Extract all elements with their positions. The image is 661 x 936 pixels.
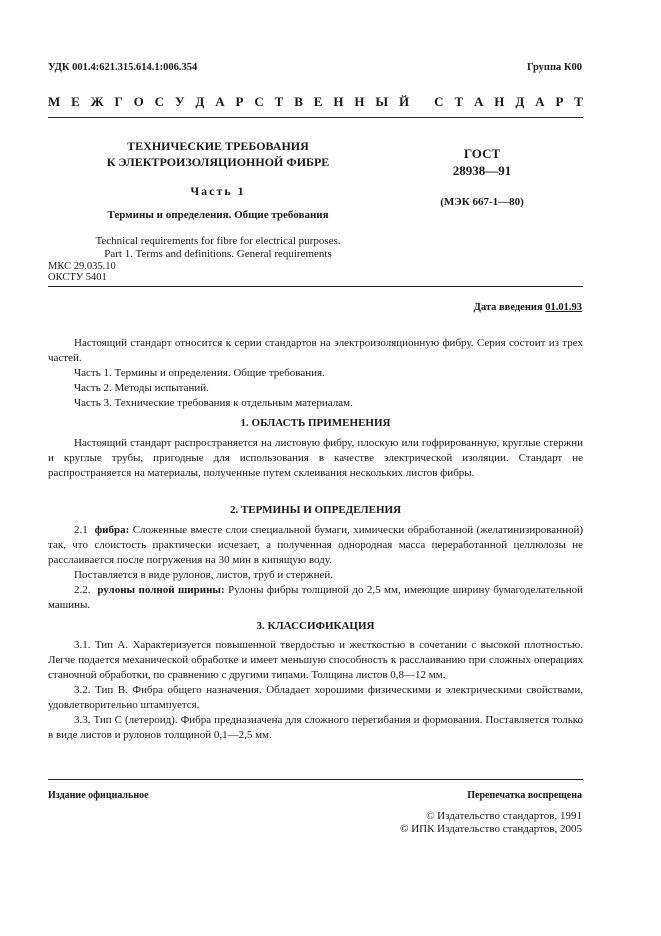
definition-rolls-term: рулоны полной ширины: [97,584,225,596]
section-2-body [48,523,583,613]
intro-section [48,336,583,411]
type-c-paragraph: 3.3. Тип С (летероид). Фибра предназначена для сложного перегибания и формования. Поставляется только в виде листов и рулонов толщиной 0,1—2,5 мм. [48,714,583,741]
type-b-paragraph: 3.2. Тип В. Фибра общего назначения. Обладает хорошими физическими и электрическими свойствами, удовлетворительно штампуется. [48,684,583,711]
definition-fibre-text: Сложенные вместе слои специальной бумаги, химически обработанной (желатинизированной) так, что слоистость практически исчезает, а полученная однородная масса переработанной целлюлозы не расслаивается после погружения на 30 мин в кипящую воду. [48,524,584,566]
banner-letter: А [474,94,484,109]
section-1-body [48,436,583,481]
definition-rolls-text: Рулоны фибры толщиной до 2,5 мм, имеющие ширину бумагоделательной машины. [48,584,583,611]
banner-letter: Р [555,94,564,109]
effective-date [474,302,582,313]
banner-letter: Р [235,94,244,109]
gost-number: 28938—91 [452,163,512,178]
banner-letter: С [434,94,444,109]
mks-code: МКС 29.035.10 [48,261,116,272]
effective-date-label: Дата введения [473,302,543,313]
definition-full-width-rolls [48,583,583,613]
banner-letter: Ж [90,94,104,109]
codes-divider [48,286,583,287]
title-line-1: ТЕХНИЧЕСКИЕ ТРЕБОВАНИЯ [127,139,309,153]
english-title-line-1: Technical requirements for fibre for electrical purposes. [95,235,341,247]
english-title [48,235,388,261]
type-a-paragraph: 3.1. Тип А. Характеризуется повышенной твердостью и жесткостью в сочетании с высокой плотностью. Легче подается механической обработке и имеет меньшую способность к расслаиванию при сложных операциях станочной обработки, по сравнению с другими типами. Толщина листов 0,8—12 мм. [48,639,583,681]
okstu-code: ОКСТУ 5401 [48,272,107,283]
group-code: Группа К00 [526,62,582,73]
banner-letter: А [215,94,225,109]
banner-letter: В [294,94,303,109]
intro-paragraph: Настоящий стандарт относится к серии стандартов на электроизоляционную фибру. Серия состоит из трех частей. [48,337,583,364]
banner-letter: О [133,94,144,109]
copyright-2005: © ИПК Издательство стандартов, 2005 [400,823,582,835]
banner-letter: Г [114,94,123,109]
banner-letter: Н [333,94,344,109]
section-3-title: 3. КЛАССИФИКАЦИЯ [256,620,375,632]
banner-letter: Ы [375,94,389,109]
banner-letter: Н [354,94,365,109]
reprint-prohibited-label: Перепечатка воспрещена [467,790,582,801]
section-3-body [48,638,583,743]
section-2-title: 2. ТЕРМИНЫ И ОПРЕДЕЛЕНИЯ [229,504,402,516]
copyright-1991: © Издательство стандартов, 1991 [426,810,582,822]
english-title-line-2: Part 1. Terms and definitions. General requirements [104,248,332,260]
banner-letter: С [254,94,264,109]
banner-letter: Й [399,94,410,109]
subtitle: Термины и определения. Общие требования [107,209,329,221]
banner-letter: С [154,94,165,109]
classification-codes [48,261,116,283]
definition-rolls-number: 2.2. [74,584,91,596]
banner-letter: Н [494,94,505,109]
official-edition-label: Издание официальное [48,790,149,801]
banner-letter: Е [71,94,80,109]
banner-letter: А [535,94,545,109]
gost-label: ГОСТ [463,146,501,161]
part-label: Часть 1 [190,184,246,198]
banner-letter: М [48,94,61,109]
section-1-paragraph: Настоящий стандарт распространяется на листовую фибру, плоскую или гофрированную, круглые стержни и круглые трубы, пригодные для использования в качестве электрической изоляции. Стандарт не распространяется на материалы, полученные путем склеивания нескольких листов фибры. [48,437,583,479]
udk-code: УДК 001.4:621.315.614.1:006.354 [48,62,198,73]
top-divider [48,117,583,118]
definition-fibre-term: фибра: [94,524,130,536]
definition-fibre-number: 2.1 [74,524,88,536]
section-1-title: 1. ОБЛАСТЬ ПРИМЕНЕНИЯ [240,417,391,429]
copyright-block [400,810,582,836]
gost-designation [412,145,552,179]
title-line-2: К ЭЛЕКТРОИЗОЛЯЦИОННОЙ ФИБРЕ [106,155,330,169]
iec-reference: (МЭК 667-1—80) [440,196,524,208]
banner-letter: Д [515,94,525,109]
banner-letter: Т [454,94,464,109]
intro-part-3: Часть 3. Технические требования к отдельным материалам. [74,397,353,409]
effective-date-value: 01.01.93 [545,302,582,313]
title-block [48,138,388,261]
banner-letter: Д [195,94,205,109]
banner-letter: У [174,94,185,109]
footer-divider [48,779,583,780]
banner-letter: Т [274,94,284,109]
standard-banner [48,94,583,110]
intro-part-2: Часть 2. Методы испытаний. [74,382,209,394]
banner-letter: Е [313,94,323,109]
banner-letter: Т [574,94,583,109]
definition-fibre [48,523,583,568]
banner-gap [420,94,423,110]
intro-part-1: Часть 1. Термины и определения. Общие требования. [74,367,325,379]
supply-forms: Поставляется в виде рулонов, листов, труб и стержней. [74,569,334,581]
